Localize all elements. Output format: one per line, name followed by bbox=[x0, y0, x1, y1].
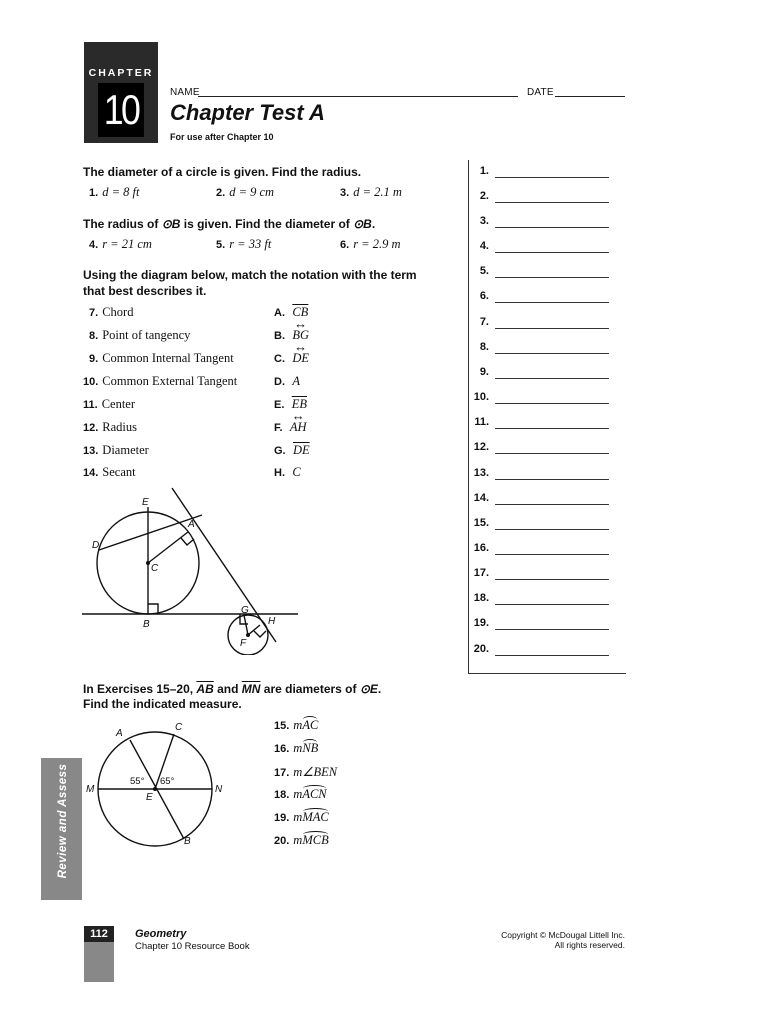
answer-blank-2[interactable] bbox=[495, 201, 609, 203]
radius-fh bbox=[248, 625, 260, 635]
answer-number-8: 8. bbox=[479, 341, 489, 353]
problem-16: 16. mNB bbox=[274, 741, 319, 755]
term-13: 13. Diameter bbox=[83, 443, 149, 457]
answer-number-11: 11. bbox=[474, 416, 489, 428]
answer-number-12: 12. bbox=[473, 441, 489, 453]
footer-book: Geometry bbox=[135, 928, 187, 940]
name-field[interactable] bbox=[198, 96, 518, 97]
chapter-label: CHAPTER bbox=[88, 67, 154, 79]
label-e: E bbox=[146, 792, 153, 803]
term-11: 11. Center bbox=[83, 397, 136, 411]
name-label: NAME bbox=[170, 87, 200, 98]
problem-3: 3. d = 2.1 m bbox=[340, 185, 402, 199]
tangent-line-ah bbox=[172, 488, 276, 642]
choice-a: A. $\overline{CB}$ bbox=[274, 305, 309, 319]
answer-blank-14[interactable] bbox=[495, 503, 609, 505]
label-g: G bbox=[241, 605, 249, 616]
footer-copyright: Copyright © McDougal Littell Inc. bbox=[501, 930, 625, 940]
label-c: C bbox=[151, 563, 159, 574]
answer-blank-18[interactable] bbox=[495, 603, 609, 605]
central-angles-diagram bbox=[80, 718, 230, 848]
angle-65: 65° bbox=[160, 776, 175, 787]
term-8: 8. Point of tangency bbox=[89, 328, 191, 342]
answer-number-18: 18. bbox=[473, 592, 489, 604]
label-a: A bbox=[188, 519, 195, 530]
answer-blank-5[interactable] bbox=[495, 276, 609, 278]
answer-number-16: 16. bbox=[473, 542, 489, 554]
answer-number-13: 13. bbox=[473, 467, 489, 479]
answer-blank-1[interactable] bbox=[495, 176, 609, 178]
answer-number-19: 19. bbox=[473, 617, 489, 629]
answer-blank-11[interactable] bbox=[495, 427, 609, 429]
answer-blank-8[interactable] bbox=[495, 352, 609, 354]
choice-c: C. ↔ DE bbox=[274, 351, 309, 366]
section2-heading: The radius of ⊙B is given. Find the diameter of ⊙B. bbox=[83, 217, 376, 231]
choice-e: E. $\overline{EB}$ bbox=[274, 397, 308, 411]
chapter-tab bbox=[84, 42, 158, 143]
right-angle-a bbox=[181, 538, 194, 545]
point-f bbox=[246, 633, 250, 637]
tangent-circles-diagram bbox=[80, 485, 300, 655]
right-angle-b bbox=[148, 604, 158, 614]
problem-2: 2. d = 9 cm bbox=[216, 185, 275, 199]
term-9: 9. Common Internal Tangent bbox=[89, 351, 234, 365]
answer-number-7: 7. bbox=[479, 316, 489, 328]
label-d: D bbox=[92, 540, 100, 551]
radius-ca bbox=[148, 532, 188, 563]
date-field[interactable] bbox=[555, 96, 625, 97]
choice-b: B. ↔ BG bbox=[274, 328, 309, 343]
section3-heading-line1: Using the diagram below, match the notation with the term bbox=[83, 268, 417, 282]
page-subtitle: For use after Chapter 10 bbox=[170, 132, 274, 142]
answer-blank-20[interactable] bbox=[495, 654, 609, 656]
answer-blank-6[interactable] bbox=[495, 301, 609, 303]
problem-5: 5. r = 33 ft bbox=[216, 237, 272, 251]
answer-blank-9[interactable] bbox=[495, 377, 609, 379]
answer-blank-13[interactable] bbox=[495, 478, 609, 480]
label-b: B bbox=[143, 619, 150, 630]
answer-column-bottom-rule bbox=[468, 673, 626, 674]
answer-blank-19[interactable] bbox=[495, 628, 609, 630]
term-12: 12. Radius bbox=[83, 420, 138, 434]
section3-heading-line2: that best describes it. bbox=[83, 284, 207, 298]
problem-15: 15. mAC bbox=[274, 718, 319, 732]
answer-number-10: 10. bbox=[473, 391, 489, 403]
answer-blank-16[interactable] bbox=[495, 553, 609, 555]
footer-rights: All rights reserved. bbox=[554, 940, 625, 950]
answer-number-1: 1. bbox=[479, 165, 489, 177]
answer-blank-10[interactable] bbox=[495, 402, 609, 404]
answer-number-4: 4. bbox=[479, 240, 489, 252]
point-e bbox=[153, 787, 157, 791]
label-c: C bbox=[175, 722, 183, 733]
choice-f: F. ↔ AH bbox=[274, 420, 307, 435]
answer-number-5: 5. bbox=[479, 265, 489, 277]
term-10: 10. Common External Tangent bbox=[83, 374, 238, 388]
point-c bbox=[146, 561, 150, 565]
problem-6: 6. r = 2.9 m bbox=[340, 237, 401, 251]
problem-20: 20. mMCB bbox=[274, 833, 329, 847]
label-h: H bbox=[268, 616, 276, 627]
side-tab-label: Review and Assess bbox=[57, 763, 69, 879]
answer-number-15: 15. bbox=[473, 517, 489, 529]
label-f: F bbox=[240, 638, 247, 649]
section4-heading-line1: In Exercises 15–20, $\overline{AB}$ and $\overline{MN}$ are diameters of ⊙E. bbox=[83, 682, 382, 696]
chapter-number: 10 bbox=[98, 83, 144, 137]
page-number: 112 bbox=[84, 926, 114, 942]
date-label: DATE bbox=[527, 87, 554, 98]
problem-1: 1. d = 8 ft bbox=[89, 185, 140, 199]
side-tab bbox=[41, 758, 82, 900]
answer-number-3: 3. bbox=[479, 215, 489, 227]
problem-4: 4. r = 21 cm bbox=[89, 237, 152, 251]
choice-g: G. $\overline{DE}$ bbox=[274, 443, 310, 457]
angle-55: 55° bbox=[130, 776, 145, 787]
choice-h: H. C bbox=[274, 465, 301, 479]
problem-19: 19. mMAC bbox=[274, 810, 329, 824]
label-n: N bbox=[215, 784, 223, 795]
answer-blank-7[interactable] bbox=[495, 327, 609, 329]
term-7: 7. Chord bbox=[89, 305, 134, 319]
answer-number-14: 14. bbox=[473, 492, 489, 504]
label-b: B bbox=[184, 836, 191, 847]
footer-resource: Chapter 10 Resource Book bbox=[135, 941, 250, 952]
answer-number-2: 2. bbox=[479, 190, 489, 202]
answer-blank-17[interactable] bbox=[495, 578, 609, 580]
problem-17: 17. m∠BEN bbox=[274, 765, 338, 779]
right-angle-h bbox=[254, 631, 266, 637]
label-e: E bbox=[142, 497, 149, 508]
label-m: M bbox=[86, 784, 95, 795]
page-title: Chapter Test A bbox=[170, 100, 325, 125]
section4-heading-line2: Find the indicated measure. bbox=[83, 697, 242, 711]
answer-number-9: 9. bbox=[479, 366, 489, 378]
radius-fg bbox=[244, 615, 248, 635]
term-14: 14. Secant bbox=[83, 465, 136, 479]
answer-blank-15[interactable] bbox=[495, 528, 609, 530]
choice-d: D. A bbox=[274, 374, 300, 388]
answer-blank-3[interactable] bbox=[495, 226, 609, 228]
label-a: A bbox=[116, 728, 123, 739]
answer-blank-4[interactable] bbox=[495, 251, 609, 253]
problem-18: 18. mACN bbox=[274, 787, 327, 801]
answer-number-17: 17. bbox=[473, 567, 489, 579]
answer-number-20: 20. bbox=[473, 643, 489, 655]
section1-heading: The diameter of a circle is given. Find the radius. bbox=[83, 165, 362, 179]
answer-number-6: 6. bbox=[479, 290, 489, 302]
answer-blank-12[interactable] bbox=[495, 452, 609, 454]
